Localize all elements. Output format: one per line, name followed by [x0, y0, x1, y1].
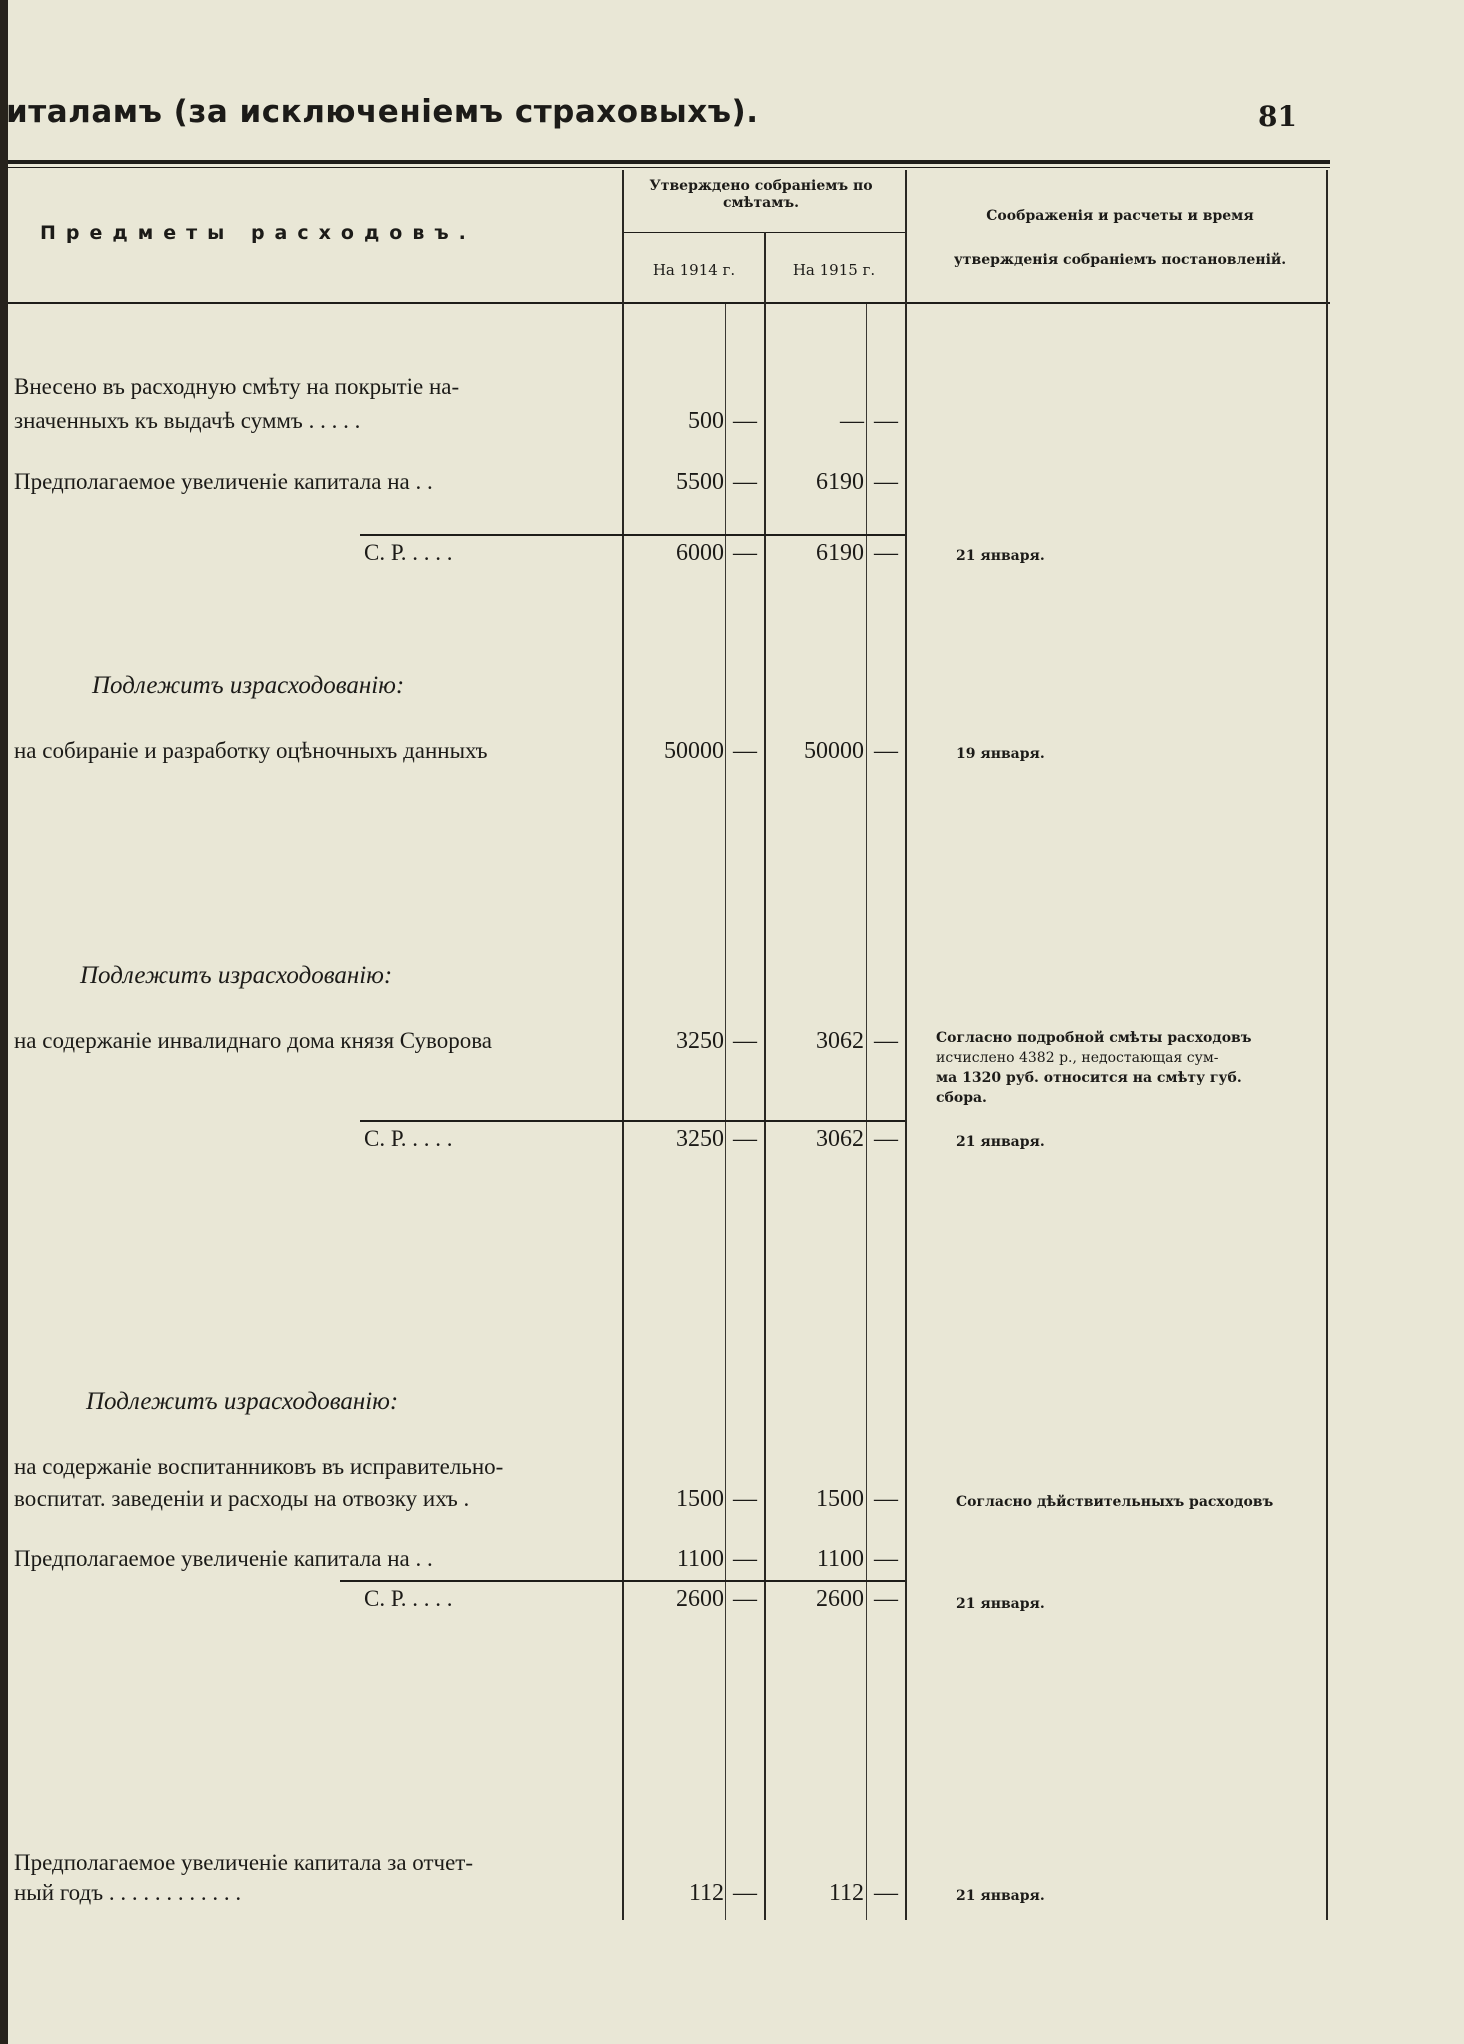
- total-1914: 6000: [676, 540, 724, 566]
- total-kop-1915: —: [874, 1126, 898, 1152]
- section-heading: Подлежитъ израсходованію:: [92, 672, 405, 699]
- total-kop-1914: —: [733, 540, 757, 566]
- value-1915: 112: [828, 1880, 864, 1906]
- row-text: на собираніе и разработку оцѣночныхъ данныхъ: [14, 738, 488, 763]
- row-text: Предполагаемое увеличеніе капитала на . .: [14, 469, 433, 494]
- approval-date: 19 января.: [956, 746, 1045, 762]
- kop-1915: —: [874, 738, 898, 764]
- total-kop-1915: —: [874, 1586, 898, 1612]
- total-1914: 3250: [676, 1126, 724, 1152]
- kop-1915: —: [874, 1880, 898, 1906]
- approved-column-header: Утверждено собраніемъ по смѣтамъ.: [649, 178, 873, 211]
- subtotal-label: С. Р. . . . .: [364, 1586, 453, 1611]
- kop-1915: —: [874, 1486, 898, 1512]
- section-heading: Подлежитъ израсходованію:: [86, 1388, 399, 1415]
- subtotal-rule: [360, 1120, 905, 1122]
- kop-1915: —: [874, 1028, 898, 1054]
- kop-1914: —: [733, 1546, 757, 1572]
- value-1915: 6190: [816, 469, 864, 495]
- row-text: Внесено въ расходную смѣту на покрытіе на-: [14, 374, 460, 399]
- value-1915: 50000: [804, 738, 864, 764]
- year-1915-header: На 1915 г.: [792, 261, 876, 279]
- value-1915: 1500: [816, 1486, 864, 1512]
- row-text: Предполагаемое увеличеніе капитала на . .: [14, 1546, 433, 1571]
- notes-column-header-line1: Соображенія и расчеты и время: [986, 208, 1254, 224]
- notes-column-header-line2: утвержденія собраніемъ постановленій.: [953, 252, 1287, 268]
- note-line: ма 1320 руб. относится на смѣту губ.: [936, 1070, 1242, 1086]
- subtotal-label: С. Р. . . . .: [364, 540, 453, 565]
- value-1914: 112: [688, 1880, 724, 1906]
- kop-1914: —: [733, 738, 757, 764]
- column-divider-notes: [905, 170, 907, 1920]
- total-kop-1914: —: [733, 1586, 757, 1612]
- kop-1915: —: [874, 408, 898, 434]
- total-1914: 2600: [676, 1586, 724, 1612]
- top-rule-thick: [8, 160, 1330, 164]
- approval-date: 21 января.: [956, 1888, 1045, 1904]
- value-1914: 500: [688, 408, 724, 434]
- value-1914: 1100: [676, 1546, 724, 1572]
- table-right-border: [1326, 170, 1328, 1920]
- kop-1915: —: [874, 1546, 898, 1572]
- value-1915: 3062: [816, 1028, 864, 1054]
- value-1914: 5500: [676, 469, 724, 495]
- kop-1914: —: [733, 408, 757, 434]
- row-text: на содержаніе воспитанниковъ въ исправительно-: [14, 1454, 504, 1479]
- kop-1914: —: [733, 1486, 757, 1512]
- kop-1914: —: [733, 1880, 757, 1906]
- page-number: 81: [1258, 100, 1297, 133]
- note-text: Согласно дѣйствительныхъ расходовъ: [956, 1494, 1274, 1510]
- kop-1914: —: [733, 469, 757, 495]
- top-rule-thin: [8, 167, 1330, 168]
- approval-date: 21 января.: [956, 1596, 1045, 1612]
- row-text: ный годъ . . . . . . . . . . . .: [14, 1880, 242, 1905]
- value-1915: —: [840, 408, 864, 434]
- kop-1914: —: [733, 1028, 757, 1054]
- kop-1915: —: [874, 469, 898, 495]
- note-line: Согласно подробной смѣты расходовъ: [936, 1030, 1252, 1046]
- total-1915: 3062: [816, 1126, 864, 1152]
- total-kop-1914: —: [733, 1126, 757, 1152]
- section-heading: Подлежитъ израсходованію:: [80, 962, 393, 989]
- value-1914: 50000: [664, 738, 724, 764]
- note-line: исчислено 4382 р., недостающая сум-: [936, 1050, 1219, 1066]
- approval-date: 21 января.: [956, 1134, 1045, 1150]
- year-1914-header: На 1914 г.: [652, 261, 736, 279]
- row-text: на содержаніе инвалиднаго дома князя Суворова: [14, 1028, 493, 1053]
- total-1915: 6190: [816, 540, 864, 566]
- subtotal-rule: [360, 534, 905, 536]
- row-text: значенныхъ къ выдачѣ суммъ . . . . .: [14, 408, 361, 433]
- subtotal-label: С. Р. . . . .: [364, 1126, 453, 1151]
- row-text: Предполагаемое увеличеніе капитала за отчет-: [14, 1850, 474, 1875]
- total-1915: 2600: [816, 1586, 864, 1612]
- approval-date: 21 января.: [956, 548, 1045, 564]
- book-spine-shadow: [0, 0, 8, 2044]
- running-title: италамъ (за исключеніемъ страховыхъ).: [6, 94, 759, 130]
- subtotal-rule: [340, 1580, 905, 1582]
- total-kop-1915: —: [874, 540, 898, 566]
- header-bottom-rule: [8, 302, 1330, 304]
- value-1915: 1100: [816, 1546, 864, 1572]
- items-column-header: Предметы расходовъ.: [40, 222, 476, 244]
- value-1914: 3250: [676, 1028, 724, 1054]
- note-line: сбора.: [936, 1090, 987, 1106]
- row-text: воспитат. заведеніи и расходы на отвозку ихъ .: [14, 1486, 470, 1511]
- value-1914: 1500: [676, 1486, 724, 1512]
